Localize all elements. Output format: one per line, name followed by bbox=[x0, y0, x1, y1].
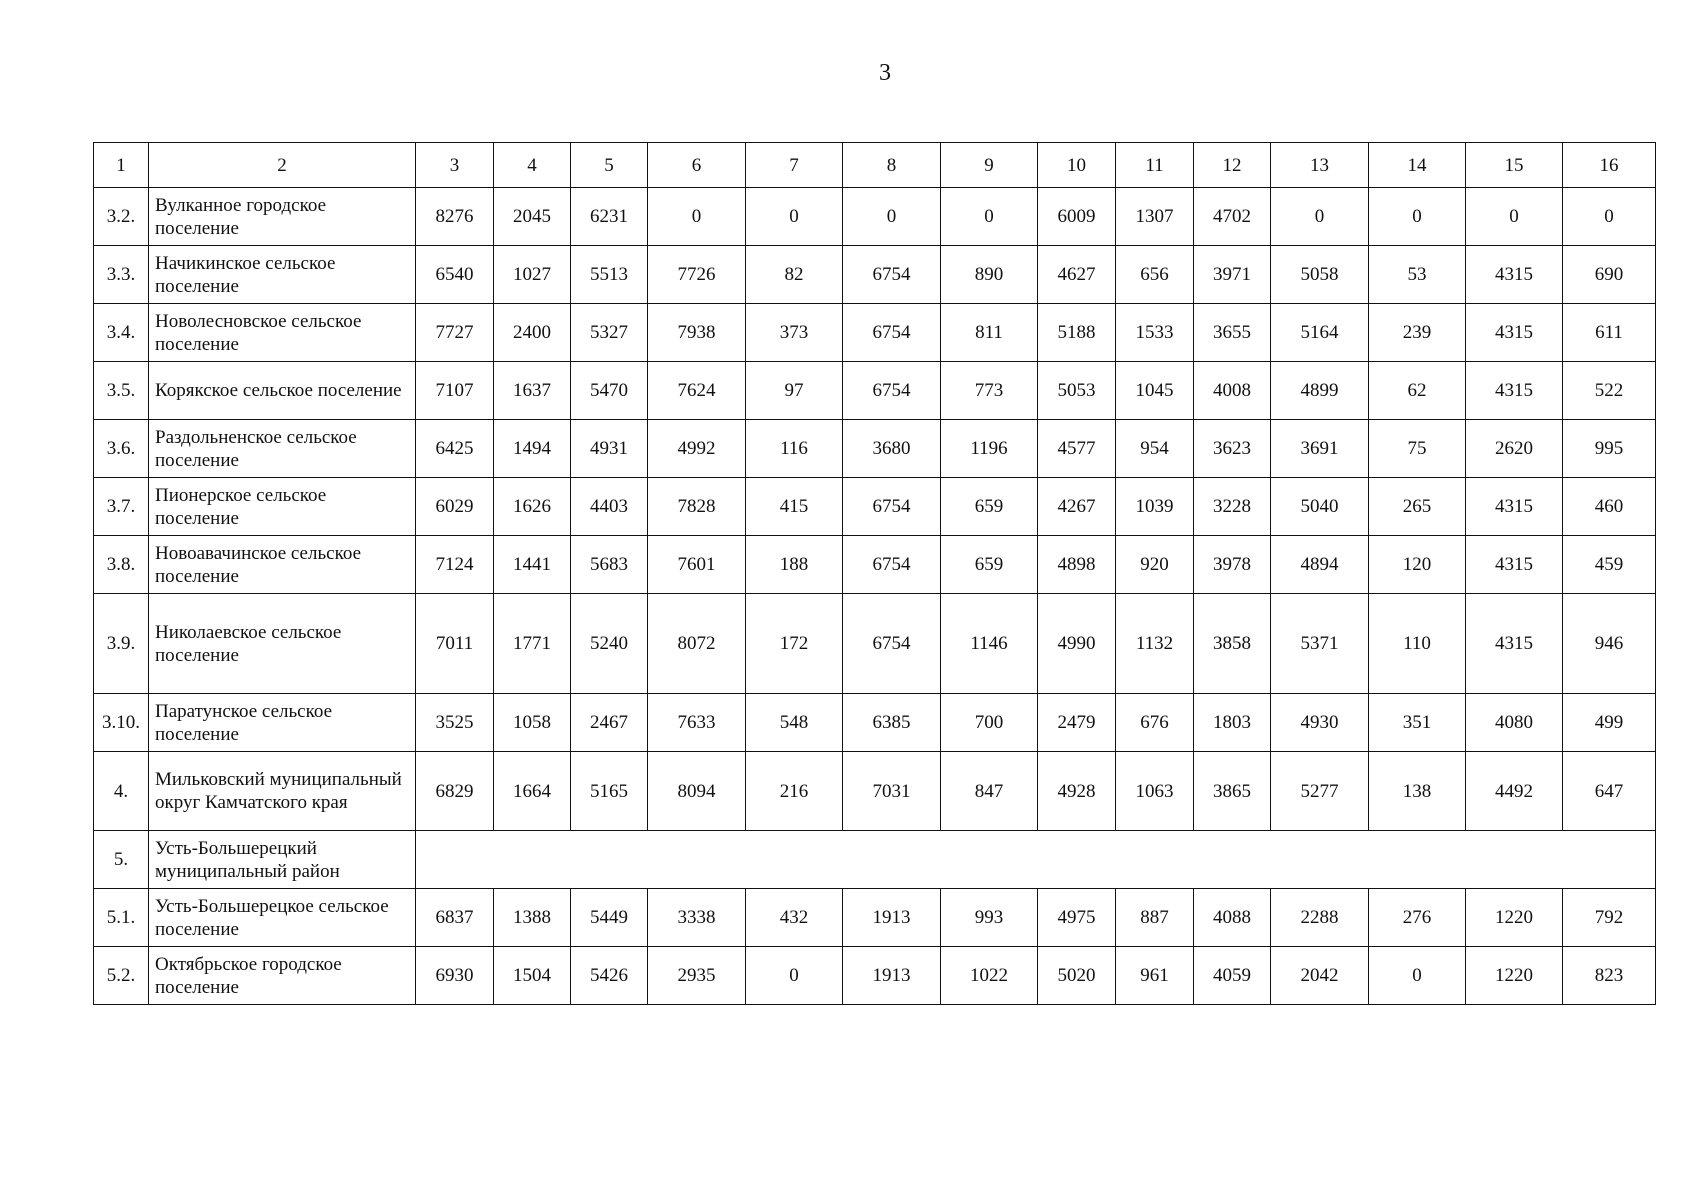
table-row bbox=[94, 831, 1656, 889]
row-name: Октябрьское городское поселение bbox=[149, 947, 416, 1005]
table-row bbox=[94, 889, 1656, 947]
value-cell: 773 bbox=[941, 362, 1038, 420]
value-cell: 276 bbox=[1369, 889, 1466, 947]
value-cell: 7938 bbox=[648, 304, 746, 362]
value-cell: 351 bbox=[1369, 694, 1466, 752]
value-cell: 432 bbox=[746, 889, 843, 947]
value-cell: 1388 bbox=[494, 889, 571, 947]
value-cell: 2400 bbox=[494, 304, 571, 362]
value-cell: 3971 bbox=[1194, 246, 1271, 304]
value-cell: 4080 bbox=[1466, 694, 1563, 752]
value-cell: 5371 bbox=[1271, 594, 1369, 694]
row-name: Паратунское сельское поселение bbox=[149, 694, 416, 752]
value-cell: 0 bbox=[941, 188, 1038, 246]
value-cell: 4008 bbox=[1194, 362, 1271, 420]
column-header: 14 bbox=[1369, 143, 1466, 188]
value-cell: 1039 bbox=[1116, 478, 1194, 536]
value-cell: 8276 bbox=[416, 188, 494, 246]
data-table bbox=[93, 142, 1656, 1005]
value-cell: 6385 bbox=[843, 694, 941, 752]
value-cell: 4315 bbox=[1466, 478, 1563, 536]
value-cell: 5470 bbox=[571, 362, 648, 420]
value-cell: 415 bbox=[746, 478, 843, 536]
value-cell: 6930 bbox=[416, 947, 494, 1005]
column-header: 16 bbox=[1563, 143, 1656, 188]
value-cell: 6754 bbox=[843, 478, 941, 536]
value-cell: 3691 bbox=[1271, 420, 1369, 478]
value-cell: 1913 bbox=[843, 947, 941, 1005]
value-cell: 5053 bbox=[1038, 362, 1116, 420]
column-header: 4 bbox=[494, 143, 571, 188]
value-cell: 1803 bbox=[1194, 694, 1271, 752]
column-header: 13 bbox=[1271, 143, 1369, 188]
value-cell: 1220 bbox=[1466, 889, 1563, 947]
value-cell: 7633 bbox=[648, 694, 746, 752]
value-cell: 3858 bbox=[1194, 594, 1271, 694]
value-cell: 676 bbox=[1116, 694, 1194, 752]
value-cell: 5277 bbox=[1271, 752, 1369, 831]
value-cell: 6009 bbox=[1038, 188, 1116, 246]
row-number: 3.7. bbox=[94, 478, 149, 536]
value-cell: 659 bbox=[941, 536, 1038, 594]
value-cell: 4315 bbox=[1466, 246, 1563, 304]
column-header: 7 bbox=[746, 143, 843, 188]
value-cell: 4492 bbox=[1466, 752, 1563, 831]
value-cell: 1220 bbox=[1466, 947, 1563, 1005]
empty-merged-cell bbox=[416, 831, 1656, 889]
column-header: 9 bbox=[941, 143, 1038, 188]
value-cell: 659 bbox=[941, 478, 1038, 536]
value-cell: 4059 bbox=[1194, 947, 1271, 1005]
table-row bbox=[94, 362, 1656, 420]
value-cell: 3680 bbox=[843, 420, 941, 478]
value-cell: 611 bbox=[1563, 304, 1656, 362]
value-cell: 53 bbox=[1369, 246, 1466, 304]
value-cell: 1022 bbox=[941, 947, 1038, 1005]
value-cell: 1504 bbox=[494, 947, 571, 1005]
value-cell: 5513 bbox=[571, 246, 648, 304]
value-cell: 4267 bbox=[1038, 478, 1116, 536]
value-cell: 2479 bbox=[1038, 694, 1116, 752]
row-name: Начикинское сельское поселение bbox=[149, 246, 416, 304]
value-cell: 823 bbox=[1563, 947, 1656, 1005]
value-cell: 1196 bbox=[941, 420, 1038, 478]
value-cell: 75 bbox=[1369, 420, 1466, 478]
value-cell: 1626 bbox=[494, 478, 571, 536]
value-cell: 7124 bbox=[416, 536, 494, 594]
value-cell: 5164 bbox=[1271, 304, 1369, 362]
value-cell: 4930 bbox=[1271, 694, 1369, 752]
value-cell: 2045 bbox=[494, 188, 571, 246]
value-cell: 946 bbox=[1563, 594, 1656, 694]
value-cell: 2620 bbox=[1466, 420, 1563, 478]
row-number: 3.6. bbox=[94, 420, 149, 478]
column-header: 12 bbox=[1194, 143, 1271, 188]
value-cell: 499 bbox=[1563, 694, 1656, 752]
value-cell: 0 bbox=[746, 188, 843, 246]
value-cell: 62 bbox=[1369, 362, 1466, 420]
row-name: Корякское сельское поселение bbox=[149, 362, 416, 420]
value-cell: 239 bbox=[1369, 304, 1466, 362]
row-number: 4. bbox=[94, 752, 149, 831]
value-cell: 690 bbox=[1563, 246, 1656, 304]
row-number: 3.3. bbox=[94, 246, 149, 304]
column-header: 8 bbox=[843, 143, 941, 188]
table-row bbox=[94, 594, 1656, 694]
value-cell: 6540 bbox=[416, 246, 494, 304]
table-row bbox=[94, 304, 1656, 362]
value-cell: 2288 bbox=[1271, 889, 1369, 947]
value-cell: 3655 bbox=[1194, 304, 1271, 362]
value-cell: 120 bbox=[1369, 536, 1466, 594]
value-cell: 138 bbox=[1369, 752, 1466, 831]
value-cell: 1494 bbox=[494, 420, 571, 478]
value-cell: 6829 bbox=[416, 752, 494, 831]
value-cell: 5020 bbox=[1038, 947, 1116, 1005]
column-header: 2 bbox=[149, 143, 416, 188]
value-cell: 4894 bbox=[1271, 536, 1369, 594]
value-cell: 3623 bbox=[1194, 420, 1271, 478]
value-cell: 8094 bbox=[648, 752, 746, 831]
column-header: 3 bbox=[416, 143, 494, 188]
value-cell: 4992 bbox=[648, 420, 746, 478]
column-header: 6 bbox=[648, 143, 746, 188]
value-cell: 4577 bbox=[1038, 420, 1116, 478]
value-cell: 954 bbox=[1116, 420, 1194, 478]
value-cell: 4898 bbox=[1038, 536, 1116, 594]
value-cell: 7107 bbox=[416, 362, 494, 420]
value-cell: 0 bbox=[746, 947, 843, 1005]
value-cell: 460 bbox=[1563, 478, 1656, 536]
value-cell: 993 bbox=[941, 889, 1038, 947]
value-cell: 2042 bbox=[1271, 947, 1369, 1005]
value-cell: 188 bbox=[746, 536, 843, 594]
value-cell: 7727 bbox=[416, 304, 494, 362]
column-header: 10 bbox=[1038, 143, 1116, 188]
value-cell: 216 bbox=[746, 752, 843, 831]
value-cell: 3228 bbox=[1194, 478, 1271, 536]
column-header: 5 bbox=[571, 143, 648, 188]
table-row bbox=[94, 752, 1656, 831]
value-cell: 1132 bbox=[1116, 594, 1194, 694]
row-number: 3.5. bbox=[94, 362, 149, 420]
value-cell: 7011 bbox=[416, 594, 494, 694]
value-cell: 522 bbox=[1563, 362, 1656, 420]
value-cell: 647 bbox=[1563, 752, 1656, 831]
value-cell: 97 bbox=[746, 362, 843, 420]
table-row bbox=[94, 188, 1656, 246]
value-cell: 0 bbox=[1369, 947, 1466, 1005]
row-name: Усть-Большерецкое сельское поселение bbox=[149, 889, 416, 947]
row-number: 5.2. bbox=[94, 947, 149, 1005]
row-name: Новолесновское сельское поселение bbox=[149, 304, 416, 362]
value-cell: 172 bbox=[746, 594, 843, 694]
value-cell: 5058 bbox=[1271, 246, 1369, 304]
column-header: 1 bbox=[94, 143, 149, 188]
row-number: 3.4. bbox=[94, 304, 149, 362]
row-number: 3.10. bbox=[94, 694, 149, 752]
row-name: Николаевское сельское поселение bbox=[149, 594, 416, 694]
value-cell: 1063 bbox=[1116, 752, 1194, 831]
value-cell: 1771 bbox=[494, 594, 571, 694]
value-cell: 700 bbox=[941, 694, 1038, 752]
value-cell: 7624 bbox=[648, 362, 746, 420]
table-row bbox=[94, 947, 1656, 1005]
value-cell: 5188 bbox=[1038, 304, 1116, 362]
value-cell: 1027 bbox=[494, 246, 571, 304]
value-cell: 811 bbox=[941, 304, 1038, 362]
value-cell: 6754 bbox=[843, 246, 941, 304]
table-row bbox=[94, 420, 1656, 478]
value-cell: 6754 bbox=[843, 304, 941, 362]
value-cell: 4975 bbox=[1038, 889, 1116, 947]
value-cell: 0 bbox=[1369, 188, 1466, 246]
value-cell: 6837 bbox=[416, 889, 494, 947]
value-cell: 995 bbox=[1563, 420, 1656, 478]
value-cell: 4315 bbox=[1466, 304, 1563, 362]
value-cell: 548 bbox=[746, 694, 843, 752]
value-cell: 110 bbox=[1369, 594, 1466, 694]
row-name: Раздольненское сельское поселение bbox=[149, 420, 416, 478]
value-cell: 6754 bbox=[843, 594, 941, 694]
value-cell: 890 bbox=[941, 246, 1038, 304]
row-name: Мильковский муниципальный округ Камчатского края bbox=[149, 752, 416, 831]
value-cell: 920 bbox=[1116, 536, 1194, 594]
value-cell: 0 bbox=[1563, 188, 1656, 246]
value-cell: 5165 bbox=[571, 752, 648, 831]
value-cell: 792 bbox=[1563, 889, 1656, 947]
table-row bbox=[94, 536, 1656, 594]
value-cell: 1533 bbox=[1116, 304, 1194, 362]
column-header: 11 bbox=[1116, 143, 1194, 188]
value-cell: 4627 bbox=[1038, 246, 1116, 304]
value-cell: 887 bbox=[1116, 889, 1194, 947]
value-cell: 5240 bbox=[571, 594, 648, 694]
value-cell: 5683 bbox=[571, 536, 648, 594]
value-cell: 4315 bbox=[1466, 594, 1563, 694]
value-cell: 3338 bbox=[648, 889, 746, 947]
value-cell: 4702 bbox=[1194, 188, 1271, 246]
row-number: 3.8. bbox=[94, 536, 149, 594]
value-cell: 3978 bbox=[1194, 536, 1271, 594]
row-name: Усть-Большерецкий муниципальный район bbox=[149, 831, 416, 889]
row-name: Пионерское сельское поселение bbox=[149, 478, 416, 536]
value-cell: 1058 bbox=[494, 694, 571, 752]
value-cell: 7031 bbox=[843, 752, 941, 831]
value-cell: 6029 bbox=[416, 478, 494, 536]
value-cell: 5449 bbox=[571, 889, 648, 947]
value-cell: 1146 bbox=[941, 594, 1038, 694]
value-cell: 1637 bbox=[494, 362, 571, 420]
value-cell: 1664 bbox=[494, 752, 571, 831]
value-cell: 0 bbox=[843, 188, 941, 246]
header-row bbox=[94, 143, 1656, 188]
table-row bbox=[94, 694, 1656, 752]
table-body bbox=[94, 143, 1656, 1005]
row-number: 5.1. bbox=[94, 889, 149, 947]
value-cell: 1307 bbox=[1116, 188, 1194, 246]
value-cell: 265 bbox=[1369, 478, 1466, 536]
value-cell: 2467 bbox=[571, 694, 648, 752]
table-row bbox=[94, 478, 1656, 536]
row-name: Вулканное городское поселение bbox=[149, 188, 416, 246]
table-row bbox=[94, 246, 1656, 304]
value-cell: 3865 bbox=[1194, 752, 1271, 831]
value-cell: 656 bbox=[1116, 246, 1194, 304]
value-cell: 459 bbox=[1563, 536, 1656, 594]
page-number: 3 bbox=[879, 60, 891, 86]
value-cell: 6754 bbox=[843, 362, 941, 420]
value-cell: 7601 bbox=[648, 536, 746, 594]
value-cell: 4403 bbox=[571, 478, 648, 536]
value-cell: 3525 bbox=[416, 694, 494, 752]
value-cell: 5327 bbox=[571, 304, 648, 362]
value-cell: 1045 bbox=[1116, 362, 1194, 420]
row-number: 3.9. bbox=[94, 594, 149, 694]
value-cell: 7726 bbox=[648, 246, 746, 304]
value-cell: 847 bbox=[941, 752, 1038, 831]
value-cell: 373 bbox=[746, 304, 843, 362]
value-cell: 0 bbox=[1466, 188, 1563, 246]
value-cell: 4928 bbox=[1038, 752, 1116, 831]
value-cell: 6231 bbox=[571, 188, 648, 246]
value-cell: 7828 bbox=[648, 478, 746, 536]
value-cell: 4088 bbox=[1194, 889, 1271, 947]
value-cell: 0 bbox=[648, 188, 746, 246]
value-cell: 5426 bbox=[571, 947, 648, 1005]
value-cell: 4899 bbox=[1271, 362, 1369, 420]
value-cell: 4990 bbox=[1038, 594, 1116, 694]
value-cell: 4315 bbox=[1466, 362, 1563, 420]
value-cell: 2935 bbox=[648, 947, 746, 1005]
value-cell: 5040 bbox=[1271, 478, 1369, 536]
column-header: 15 bbox=[1466, 143, 1563, 188]
value-cell: 1441 bbox=[494, 536, 571, 594]
value-cell: 1913 bbox=[843, 889, 941, 947]
value-cell: 82 bbox=[746, 246, 843, 304]
value-cell: 6425 bbox=[416, 420, 494, 478]
row-number: 5. bbox=[94, 831, 149, 889]
value-cell: 6754 bbox=[843, 536, 941, 594]
value-cell: 116 bbox=[746, 420, 843, 478]
value-cell: 8072 bbox=[648, 594, 746, 694]
value-cell: 4931 bbox=[571, 420, 648, 478]
value-cell: 4315 bbox=[1466, 536, 1563, 594]
value-cell: 0 bbox=[1271, 188, 1369, 246]
value-cell: 961 bbox=[1116, 947, 1194, 1005]
row-name: Новоавачинское сельское поселение bbox=[149, 536, 416, 594]
row-number: 3.2. bbox=[94, 188, 149, 246]
